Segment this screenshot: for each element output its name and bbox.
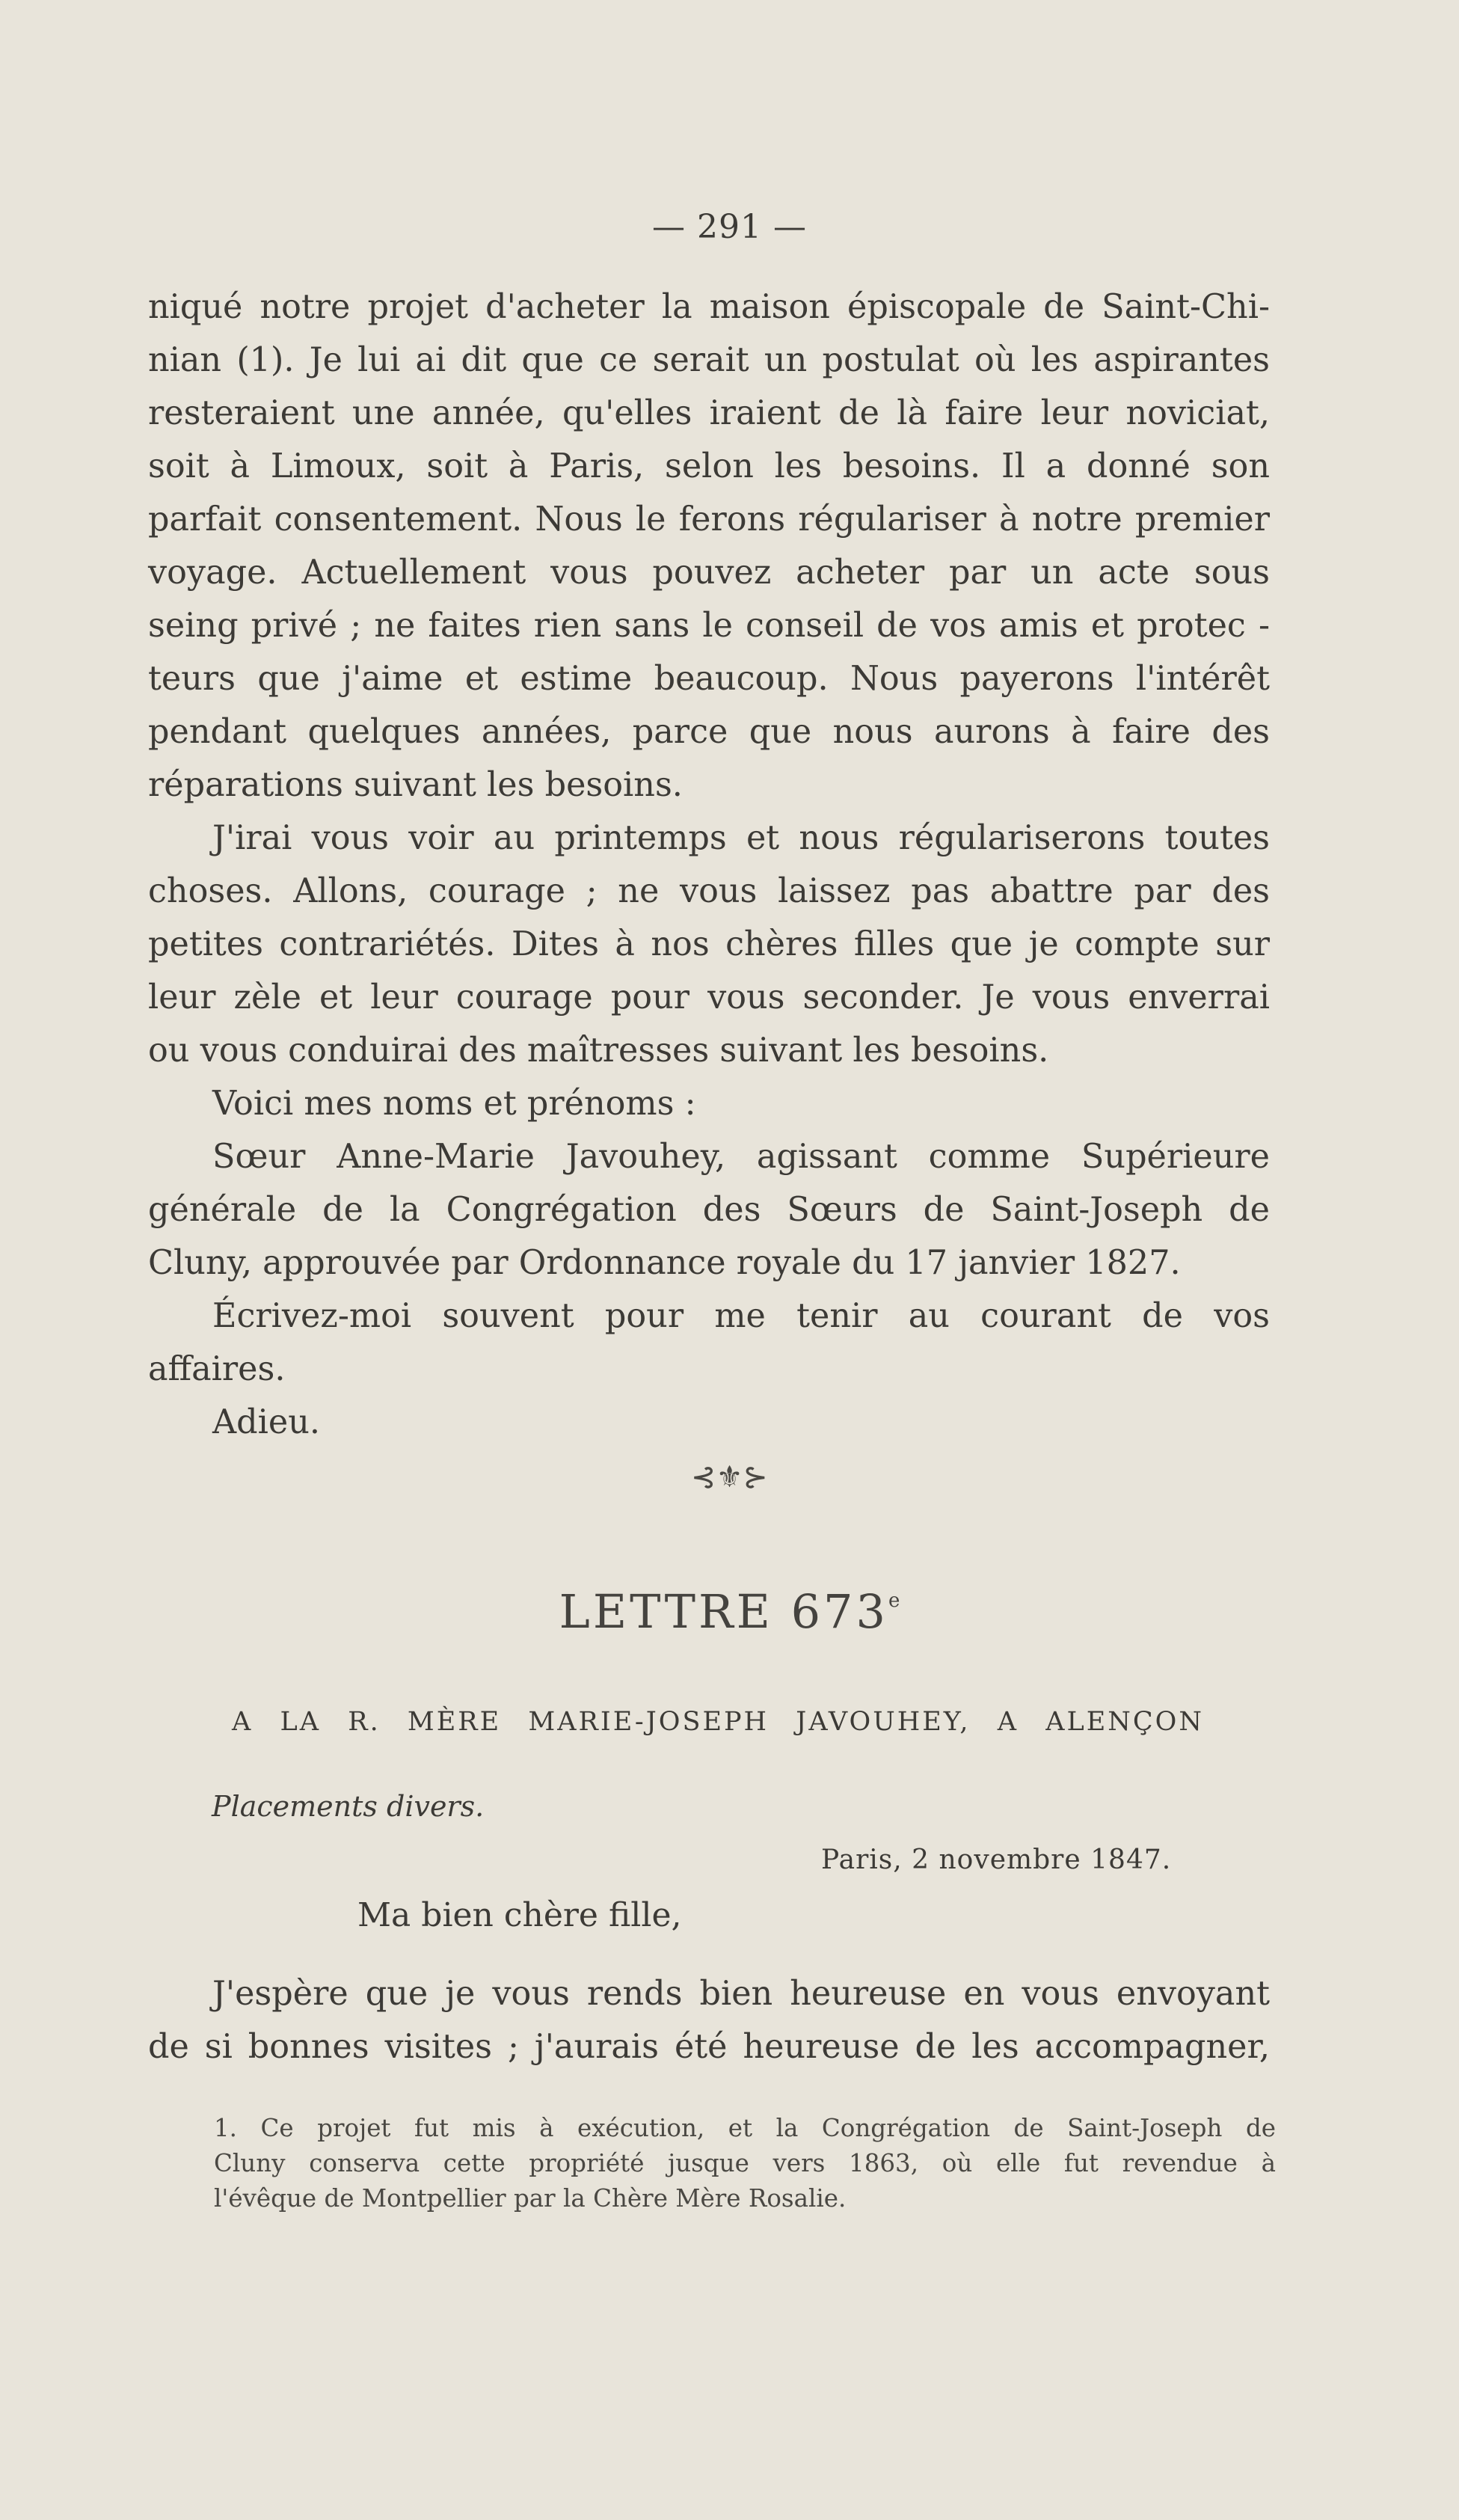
text-line: resteraient une année, qu'elles iraient de là faire leur noviciat, [148,394,1270,432]
text-line: affaires. [148,1350,286,1388]
letter-title-text: LETTRE 673 [559,1584,888,1639]
text-line: Adieu. [212,1403,320,1441]
text-line: soit à Limoux, soit à Paris, selon les besoins. Il a donné son [148,447,1270,485]
text-line: nian (1). Je lui ai dit que ce serait un postulat où les aspirantes [148,341,1270,379]
text-line: générale de la Congrégation des Sœurs de Saint-Joseph de [148,1191,1270,1229]
footnote-line: 1. Ce projet fut mis à exécution, et la Congrégation de Saint-Joseph de [214,2114,1276,2142]
text-line: Écrivez-moi souvent pour me tenir au courant de vos [212,1297,1270,1335]
text-line: voyage. Actuellement vous pouvez acheter par un acte sous [148,554,1270,592]
paragraph-2 [148,812,1270,1077]
salutation: Ma bien chère fille, [357,1896,682,1934]
text-line: pendant quelques années, parce que nous aurons à faire des [148,713,1270,751]
text-line: réparations suivant les besoins. [148,766,683,804]
text-line: Cluny, approuvée par Ordonnance royale du 17 janvier 1827. [148,1244,1181,1282]
page-number: — 291 — [652,208,807,246]
text-line: leur zèle et leur courage pour vous seconder. Je vous enverrai [148,978,1270,1017]
footnote-line: Cluny conserva cette propriété jusque vers 1863, où elle fut revendue à [214,2149,1276,2177]
letter-subject: Placements divers. [212,1790,485,1823]
footnote [214,2111,1276,2216]
text-line: J'irai vous voir au printemps et nous régulariserons toutes [212,819,1270,857]
text-line: teurs que j'aime et estime beaucoup. Nous payerons l'intérêt [148,660,1270,698]
text-line: Sœur Anne-Marie Javouhey, agissant comme Supérieure [212,1138,1270,1176]
paragraph-3 [148,1077,1270,1130]
text-line: Voici mes noms et prénoms : [212,1085,696,1123]
text-line: petites contrariétés. Dites à nos chères filles que je compte sur [148,925,1270,963]
letter-body [148,1967,1270,2073]
text-line: de si bonnes visites ; j'aurais été heureuse de les accompagner, [148,2028,1270,2066]
fleuron-ornament-icon: ⊰⚜⊱ [691,1460,768,1494]
paragraph-4 [148,1130,1270,1290]
text-line: parfait consentement. Nous le ferons régulariser à notre premier [148,500,1270,539]
footnote-line: l'évêque de Montpellier par la Chère Mère Rosalie. [214,2184,847,2213]
paragraph-6 [148,1396,1270,1449]
dateline: Paris, 2 novembre 1847. [821,1845,1172,1875]
text-line: choses. Allons, courage ; ne vous laissez pas abattre par des [148,872,1270,910]
text-line: niqué notre projet d'acheter la maison épiscopale de Saint-Chi- [148,288,1270,326]
text-line: J'espère que je vous rends bien heureuse en vous envoyant [212,1975,1270,2013]
letter-title [0,1584,1459,1639]
paragraph-1 [148,280,1270,812]
paragraph-5 [148,1290,1270,1396]
letter-title-superscript: e [888,1589,900,1612]
text-line: ou vous conduirai des maîtresses suivant les besoins. [148,1031,1049,1070]
addressee: A LA R. MÈRE MARIE-JOSEPH JAVOUHEY, A ALENÇON [232,1707,1204,1737]
text-line: seing privé ; ne faites rien sans le conseil de vos amis et protec - [148,607,1270,645]
main-text [148,280,1270,1449]
